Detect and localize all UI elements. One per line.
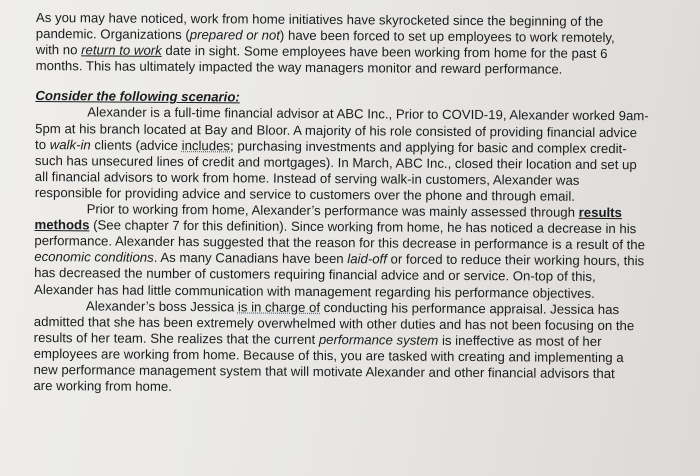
bold-underlined-text: results <box>578 204 622 221</box>
italic-text: walk-in <box>49 136 91 153</box>
text-span: are working from home. <box>33 378 172 395</box>
text-span: results of her team. She realizes that the current <box>33 329 319 347</box>
boss-paragraph <box>33 298 664 399</box>
text-span: with no <box>35 42 82 58</box>
section-heading: Consider the following scenario: <box>35 88 240 105</box>
text-span: conducting his performance appraisal. Jessica has <box>319 299 620 317</box>
text-span: Alexander’s boss Jessica <box>85 297 238 315</box>
text-span: such has unsecured lines of credit and mortgages). In March, ABC Inc., closed their location and set up <box>34 152 637 172</box>
text-span: (See chapter 7 for this definition). Since working from home, he has noticed a decrease in his <box>89 217 637 237</box>
grammar-flagged-text: is in charge of <box>237 299 321 315</box>
text-span: pandemic. Organizations ( <box>35 26 190 43</box>
text-span: admitted that she has been extremely overwhelmed with other duties and has not been focusing on the <box>33 313 635 333</box>
document-text <box>33 10 666 399</box>
italic-text: performance system <box>318 331 439 348</box>
intro-paragraph <box>36 10 666 79</box>
text-span: clients (advice <box>90 137 182 153</box>
text-span: new performance management system that will motivate Alexander and other financial advisors that <box>33 361 615 382</box>
text-span: date in sight. Some employees have been working from home for the past 6 <box>161 43 608 62</box>
text-span: is ineffective as most of her <box>438 332 602 349</box>
text-span: months. This has ultimately impacted the way managers monitor and reward performance. <box>35 58 563 77</box>
grammar-flagged-text: includes; <box>181 137 234 154</box>
performance-paragraph <box>34 201 665 302</box>
text-span: Prior to working from home, Alexander’s performance was mainly assessed through <box>86 201 579 220</box>
text-span: . As many Canadians have been <box>153 250 348 267</box>
text-span: performance. Alexander has suggested that the reason for this decrease in performance is a result of the <box>34 233 646 253</box>
text-span: or forced to reduce their working hours, this <box>386 251 645 269</box>
underlined-italic-text: return to work <box>81 42 162 59</box>
italic-text: laid-off <box>347 251 387 267</box>
italic-text: prepared or not <box>189 27 281 43</box>
bold-underlined-text: methods <box>34 217 90 233</box>
italic-text: economic conditions <box>34 249 154 266</box>
text-span: has decreased the number of customers requiring financial advice and or service. On-top of this, <box>34 265 596 285</box>
text-span: to <box>35 136 50 152</box>
text-span: purchasing investments and applying for basic and complex credit- <box>233 138 627 156</box>
text-span: Alexander is a full-time financial advisor at ABC Inc., Prior to COVID-19, Alexander worked 9am- <box>87 104 649 124</box>
text-span: ) have been forced to set up employees to work remotely, <box>279 27 615 46</box>
text-span: all financial advisors to work from home. Instead of serving walk-in customers, Alexander was <box>34 168 580 188</box>
text-span: responsible for providing advice and service to customers over the phone and through email. <box>34 184 576 204</box>
text-span: employees are working from home. Because of this, you are tasked with creating and implementing a <box>33 345 624 365</box>
text-span: As you may have noticed, work from home initiatives have skyrocketed since the beginning of the <box>35 10 604 29</box>
scenario-section <box>35 88 666 205</box>
text-span: 5pm at his branch located at Bay and Bloor. A majority of his role consisted of providing financial advice <box>35 120 638 140</box>
text-span: Alexander has had little communication with management regarding his performance objectives. <box>33 281 595 301</box>
